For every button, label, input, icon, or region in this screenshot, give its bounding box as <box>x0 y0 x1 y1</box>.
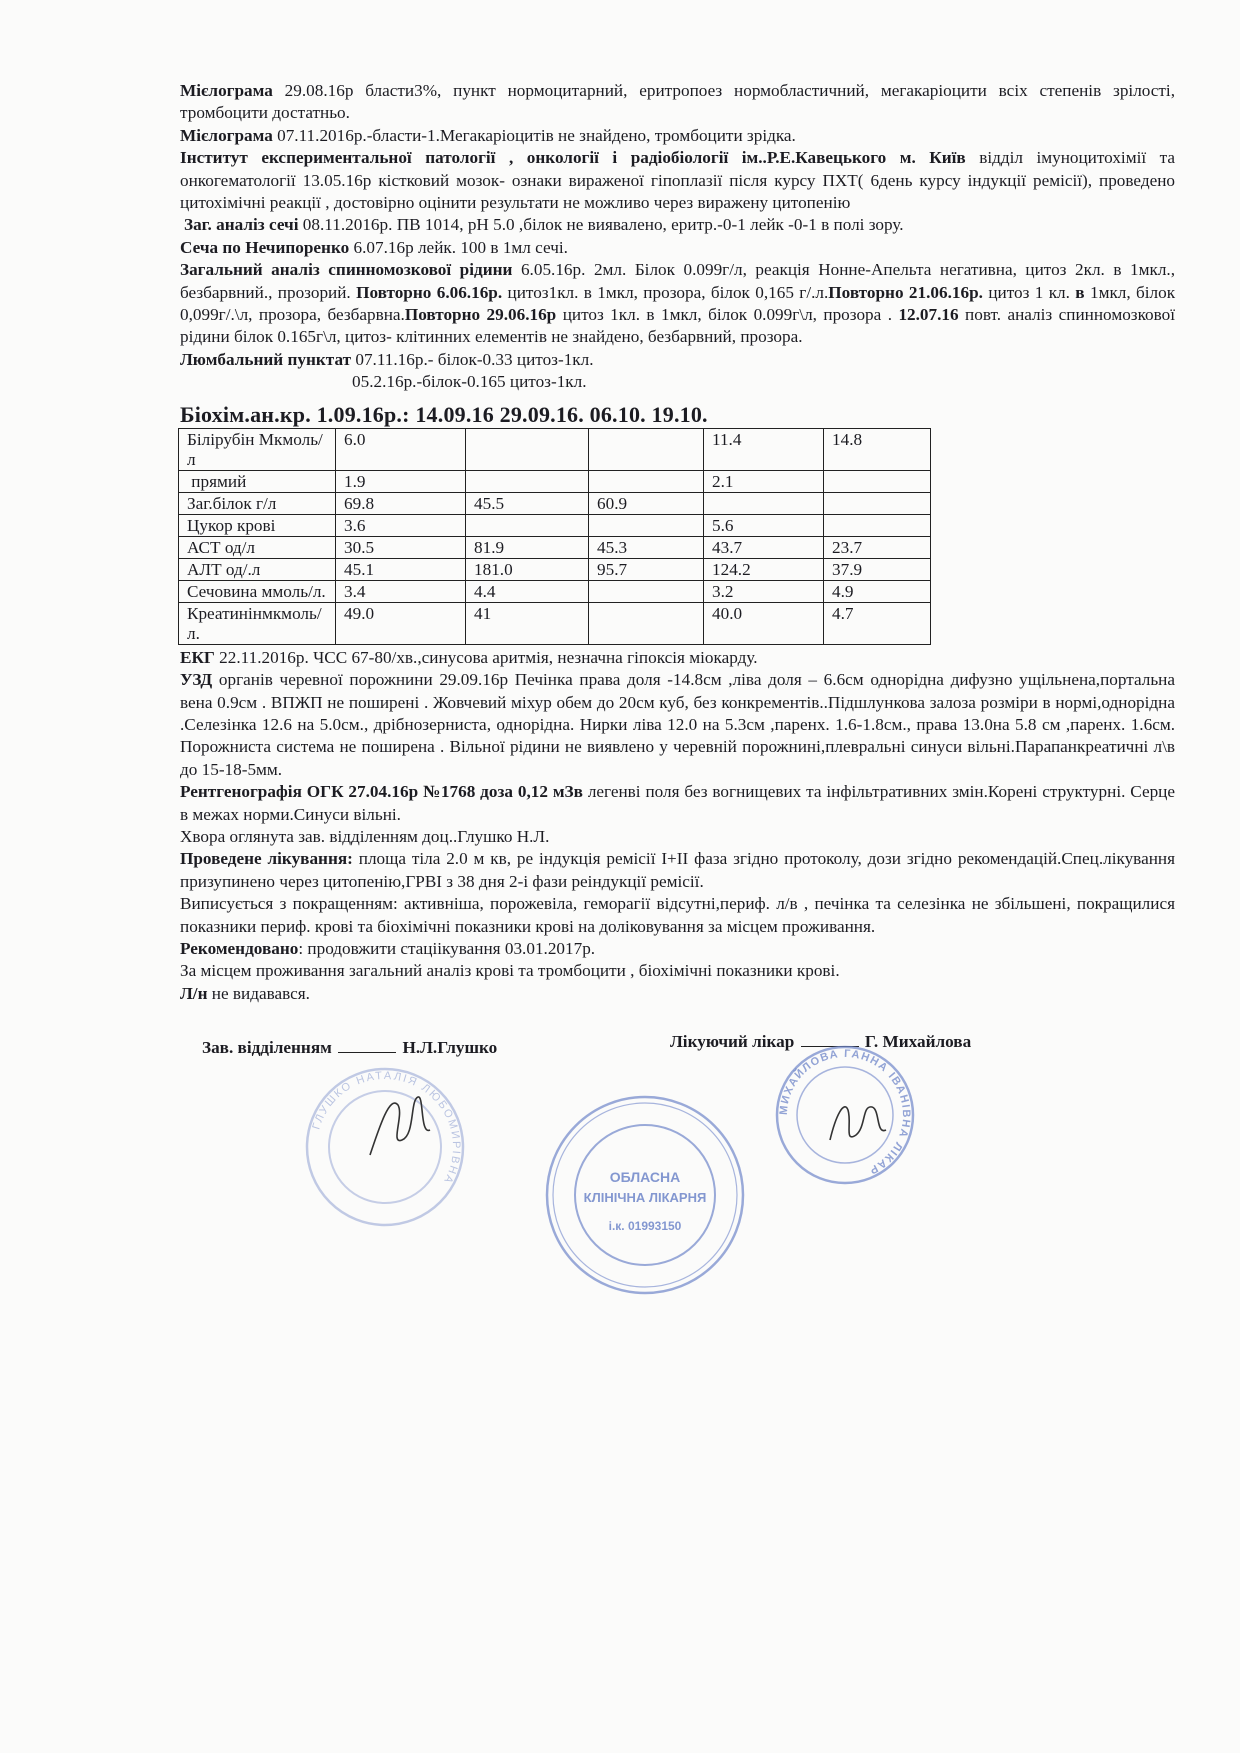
urine-label: Заг. аналіз сечі <box>184 215 299 235</box>
biochem-param-cell: Креатинінмкмоль/л. <box>179 602 336 644</box>
ecg-text: 22.11.2016р. ЧСС 67-80/хв.,синусова аритмія, незначна гіпоксія міокарду. <box>219 647 758 667</box>
head-name: Н.Л.Глушко <box>402 1038 498 1058</box>
biochem-row <box>179 536 931 558</box>
ultrasound <box>180 669 1175 781</box>
examined-note: Хвора оглянута зав. відділенням доц..Глушко Н.Л. <box>180 826 550 846</box>
biochem-value-cell: 49.0 <box>336 602 466 644</box>
biochem-value-cell: 45.3 <box>589 536 704 558</box>
biochem-value-cell: 2.1 <box>704 470 824 492</box>
csf-in: в <box>1075 282 1085 302</box>
doctor-name: Г. Михайлова <box>864 1032 972 1052</box>
biochem-value-cell <box>824 470 931 492</box>
head-signature <box>202 1037 497 1059</box>
biochem-value-cell: 60.9 <box>589 492 704 514</box>
biochem-value-cell: 4.4 <box>466 580 589 602</box>
lumbar-line1: 07.11.16р.- білок-0.33 цитоз-1кл. <box>355 349 594 369</box>
biochem-value-cell <box>704 492 824 514</box>
mielogram-2 <box>180 125 1175 147</box>
biochem-value-cell: 11.4 <box>704 428 824 470</box>
biochem-value-cell: 37.9 <box>824 558 931 580</box>
csf-label: Загальний аналіз спинномозкової рідини <box>180 260 513 280</box>
usd-text: органів черевної порожнини 29.09.16р Печінка права доля -14.8см ,ліва доля – 6.6см однорідна дифузно ущільнена,портальна вена 0.9см . ВПЖП не поширені . Жовчевий міхур обем до 20см куб, без конкрементів..Підшлункова залоза розміри в нормі,однорідна .Селезінка 12.6 на 5.0см., дрібнозерниста, однорідна. Нирки ліва 12.0 на 5.3см ,паренх. 1.6-1.8см., права 13.0на 5.8 см ,паренх. 1.6см. Порожниста система не поширена . Вільної рідини не виявлено у черевній порожнині,плевральні синуси вільні.Парапанкреатичні л\в до 15-18-5мм. <box>180 670 1175 779</box>
xray <box>180 781 1175 826</box>
biochem-value-cell <box>466 470 589 492</box>
biochem-value-cell: 3.6 <box>336 514 466 536</box>
biochem-value-cell: 3.4 <box>336 580 466 602</box>
sick-leave-text: не видавався. <box>211 983 310 1003</box>
hospital-stamp-line1: ОБЛАСНА <box>609 1169 681 1185</box>
biochem-param-cell: Заг.білок г/л <box>179 492 336 514</box>
biochem-value-cell <box>466 514 589 536</box>
treatment-text: площа тіла 2.0 м кв, ре індукція ремісії I+II фаза згідно протоколу, дози згідно рекомендацій.Спец.лікування призупинено через цитопенію,ГРВІ з 38 дня 2-і фази реіндукції ремісії. <box>180 849 1175 891</box>
biochem-value-cell: 43.7 <box>704 536 824 558</box>
csf-part1: 6.05.16р. 2мл. Білок 0.099г/л, реакція Нонне-Апельта негативна, цитоз 2кл. в 1мкл., безбарвний., прозорий. <box>180 260 1175 302</box>
csf-part6: повт. аналіз спинномозкової рідини білок 0.165г\л, цитоз- клітинних елементів не знайдено, безбарвний, прозора. <box>180 305 1176 347</box>
biochem-value-cell: 40.0 <box>704 602 824 644</box>
biochem-value-cell <box>589 514 704 536</box>
biochem-param-cell: Білірубін Мкмоль/л <box>179 428 336 470</box>
head-stamp-text: ГЛУШКО НАТАЛІЯ ЛЮБОМИРІВНА <box>310 1069 463 1187</box>
hospital-stamp-line3: і.к. 01993150 <box>608 1219 682 1233</box>
sick-leave <box>180 983 1175 1005</box>
mielogram-2-label: Мієлограма <box>180 125 273 145</box>
nechiporenko-label: Сеча по Нечипоренко <box>180 237 350 257</box>
mielogram-1-text: 29.08.16р бласти3%, пункт нормоцитарний, еритропоез нормобластичний, мегакаріоцити всіх степенів зрілості, тромбоцити достатньо. <box>180 81 1176 123</box>
biochem-param-cell: прямий <box>179 470 336 492</box>
biochem-value-cell: 3.2 <box>704 580 824 602</box>
biochem-value-cell: 23.7 <box>824 536 931 558</box>
biochem-value-cell: 5.6 <box>704 514 824 536</box>
biochem-value-cell: 1.9 <box>336 470 466 492</box>
head-signature-line <box>338 1052 396 1053</box>
biochem-value-cell: 45.1 <box>336 558 466 580</box>
csf-part2: цитоз1кл. в 1мкл, прозора, білок 0,165 г/.л. <box>507 282 829 302</box>
doctor-handwritten-signature <box>822 1095 892 1155</box>
lumbar-line2: 05.2.16р.-білок-0.165 цитоз-1кл. <box>352 372 587 392</box>
biochem-param-cell: АЛТ од/.л <box>179 558 336 580</box>
biochem-row <box>179 558 931 580</box>
mielogram-2-text: 07.11.2016р.-бласти-1.Мегакаріоцитів не знайдено, тромбоцити зрідка. <box>277 125 796 145</box>
biochem-value-cell: 14.8 <box>824 428 931 470</box>
recommended-text: : продовжити стаціікування 03.01.2017р. <box>298 938 596 958</box>
hospital-stamp-line2: КЛІНІЧНА ЛІКАРНЯ <box>583 1190 707 1205</box>
biochem-value-cell <box>589 470 704 492</box>
biochem-header: Біохім.ан.кр. 1.09.16р.: 14.09.16 29.09.16. 06.10. 19.10. <box>180 401 708 427</box>
ecg-label: ЕКГ <box>180 647 215 667</box>
biochem-value-cell: 81.9 <box>466 536 589 558</box>
biochem-value-cell <box>824 492 931 514</box>
xray-text: легенві поля без вогнищевих та інфільтративних змін.Корені структурні. Серце в межах норми.Синуси вільні. <box>180 782 1176 824</box>
biochem-value-cell <box>589 580 704 602</box>
csf-part4: 1мкл, білок 0,099г/.\л, прозора, безбарвна. <box>180 282 1176 325</box>
nechiporenko-text: 6.07.16р лейк. 100 в 1мл сечі. <box>353 237 568 257</box>
biochem-row <box>179 602 931 644</box>
biochem-row <box>179 492 931 514</box>
treatment-label: Проведене лікування: <box>180 849 353 869</box>
sick-leave-label: Л/н <box>180 983 208 1003</box>
biochem-value-cell: 30.5 <box>336 536 466 558</box>
biochem-value-cell: 6.0 <box>336 428 466 470</box>
biochem-param-cell: АСТ од/л <box>179 536 336 558</box>
urine-analysis <box>180 214 1175 236</box>
csf-repeat1: Повторно 6.06.16р. <box>356 282 503 302</box>
biochem-value-cell <box>466 428 589 470</box>
biochem-value-cell: 95.7 <box>589 558 704 580</box>
lumbar-label: Люмбальний пунктат <box>180 349 352 369</box>
head-label: Зав. відділенням <box>202 1038 332 1058</box>
mielogram-1 <box>180 80 1175 125</box>
csf-repeat3: Повторно 29.06.16р <box>404 305 557 325</box>
recommended-label: Рекомендовано <box>180 938 299 958</box>
biochem-param-cell: Сечовина ммоль/л. <box>179 580 336 602</box>
biochem-param-cell: Цукор крові <box>179 514 336 536</box>
biochem-value-cell <box>589 428 704 470</box>
biochem-value-cell <box>589 602 704 644</box>
treatment <box>180 848 1175 893</box>
urine-text: 08.11.2016р. ПВ 1014, pH 5.0 ,білок не виявалено, еритр.-0-1 лейк -0-1 в полі зору. <box>302 215 904 235</box>
doctor-stamp-text: МИХАЙЛОВА ГАННА ІВАНІВНА ЛІКАР <box>777 1047 913 1177</box>
head-handwritten-signature <box>360 1085 440 1170</box>
institute-text: відділ імуноцитохімії та онкогематології 13.05.16р кістковий мозок- ознаки вираженої гіпоплазії після курсу ПХТ( 6день курсу індукції ремісії), проведено цитохімічні реакції , достовірно оцінити результати не можливо через виражену цитопенію <box>180 148 1175 213</box>
mielogram-1-label: Мієлограма <box>180 81 273 100</box>
institute-label: Інститут експериментальної патології , онкології і радіобіології ім..Р.Е.Кавецького м. Київ <box>180 148 966 168</box>
residence-note: За місцем проживання загальний аналіз крові та тромбоцити , біохімічні показники крові. <box>180 961 840 981</box>
biochem-value-cell: 69.8 <box>336 492 466 514</box>
biochem-value-cell: 4.9 <box>824 580 931 602</box>
biochem-row <box>179 580 931 602</box>
csf-part3: цитоз 1 кл. <box>988 282 1070 302</box>
csf-repeat2: Повторно 21.06.16р. <box>828 282 983 302</box>
biochem-value-cell: 181.0 <box>466 558 589 580</box>
csf-part5: цитоз 1кл. в 1мкл, білок 0.099г\л, прозора . <box>562 305 892 325</box>
discharge-summary <box>180 80 1175 1109</box>
biochem-value-cell: 124.2 <box>704 558 824 580</box>
hospital-stamp <box>540 1090 750 1305</box>
institute-paragraph <box>180 147 1175 214</box>
discharge-note: Виписується з покращенням: активніша, порожевіла, геморагії відсутні,периф. л/в , печінка та селезінка не збільшені, покращилися показники периф. крові та біохімічні показники крові на доліковування за місцем проживання. <box>180 894 1175 936</box>
lumbar-puncture <box>180 349 1175 371</box>
biochem-value-cell: 41 <box>466 602 589 644</box>
doctor-label: Лікуючий лікар <box>670 1032 795 1052</box>
csf-date4: 12.07.16 <box>898 305 959 325</box>
nechiporenko <box>180 237 1175 259</box>
recommendation <box>180 938 1175 960</box>
biochem-row <box>179 470 931 492</box>
biochem-value-cell <box>824 514 931 536</box>
biochem-value-cell: 45.5 <box>466 492 589 514</box>
csf-analysis <box>180 259 1175 349</box>
ecg <box>180 647 1175 669</box>
biochem-value-cell: 4.7 <box>824 602 931 644</box>
xray-label: Рентгенографія ОГК 27.04.16р №1768 доза 0,12 мЗв <box>180 782 583 802</box>
biochem-row <box>179 514 931 536</box>
biochem-table <box>178 428 931 645</box>
usd-label: УЗД <box>180 670 213 690</box>
biochem-row <box>179 428 931 470</box>
